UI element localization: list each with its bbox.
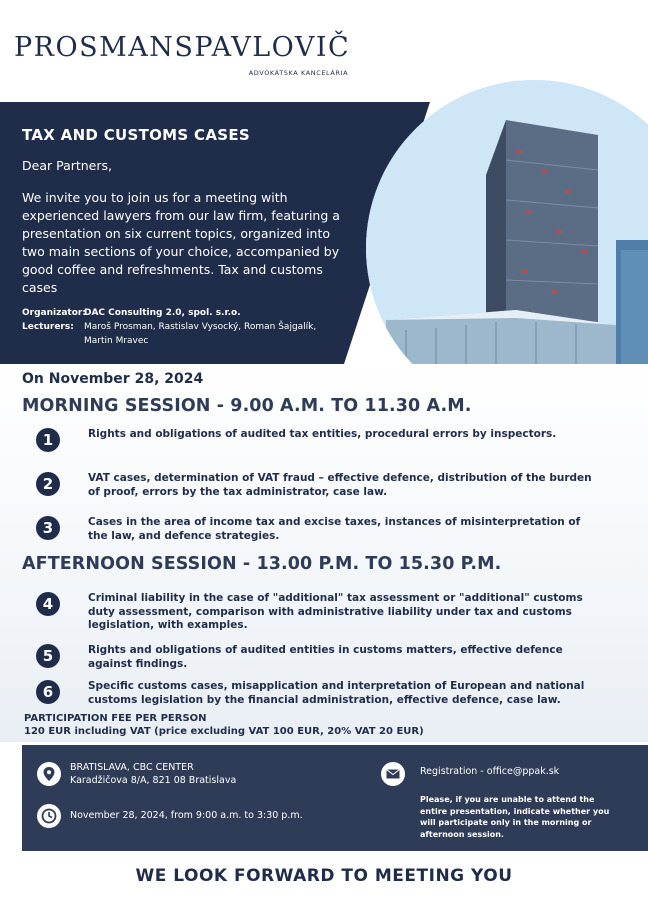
topic-number: 2 xyxy=(36,472,60,496)
topic-text: Rights and obligations of audited entities in customs matters, effective defence against findings. xyxy=(88,644,563,670)
organizer-label: Organizator: xyxy=(22,308,86,318)
lecturers-row xyxy=(22,320,342,348)
topic-item xyxy=(36,592,616,633)
envelope-icon xyxy=(381,762,405,786)
topic-number: 3 xyxy=(36,516,60,540)
topic-text: Criminal liability in the case of "additional" tax assessment or "additional" customs duty assessment, comparison with administrative liability under tax and customs legislation, with examples. xyxy=(88,592,583,631)
clock-icon xyxy=(37,804,61,828)
intro-meta xyxy=(22,306,342,348)
topic-text: Cases in the area of income tax and excise taxes, instances of misinterpretation of the law, and defence strategies. xyxy=(88,516,581,542)
organizer-row xyxy=(22,306,342,320)
topic-item xyxy=(36,472,616,499)
topic-number: 4 xyxy=(36,592,60,616)
venue-street: Karadžičova 8/A, 821 08 Bratislava xyxy=(70,774,237,786)
lecturers-label: Lecturers: xyxy=(22,322,74,332)
topic-text: Specific customs cases, misapplication and interpretation of European and national customs legislation by the financial administration, effective defence, case law. xyxy=(88,680,585,706)
attendance-note: Please, if you are unable to attend the entire presentation, indicate whether you will participate only in the morning or afternoon session. xyxy=(420,795,610,839)
event-date: On November 28, 2024 xyxy=(22,371,204,387)
location-pin-icon xyxy=(37,762,61,786)
intro-body: We invite you to join us for a meeting with experienced lawyers from our law firm, featuring a presentation on six current topics, organized into two main sections of your choice, accompanied by good coffee and refreshments. Tax and customs cases xyxy=(22,190,340,295)
morning-session-heading: MORNING SESSION - 9.00 A.M. TO 11.30 A.M. xyxy=(22,396,472,416)
logo-subtitle: ADVOKÁTSKA KANCELÁRIA xyxy=(248,69,349,77)
topic-text: Rights and obligations of audited tax entities, procedural errors by inspectors. xyxy=(88,428,557,440)
intro-title: TAX AND CUSTOMS CASES xyxy=(22,126,250,144)
topic-text: VAT cases, determination of VAT fraud – effective defence, distribution of the burden of proof, errors by the tax administrator, case law. xyxy=(88,472,592,498)
topic-number: 5 xyxy=(36,644,60,668)
topic-number: 6 xyxy=(36,680,60,704)
firm-logo xyxy=(14,32,351,77)
registration-email[interactable]: Registration - office@ppak.sk xyxy=(420,766,560,777)
lecturers-value: Maroš Prosman, Rastislav Vysocký, Roman Šajgalík, Martin Mravec xyxy=(84,322,317,346)
venue-name: BRATISLAVA, CBC CENTER xyxy=(70,762,194,773)
fee-value: 120 EUR including VAT (price excluding VAT 100 EUR, 20% VAT 20 EUR) xyxy=(24,726,424,737)
topic-item xyxy=(36,680,616,707)
topic-item xyxy=(36,516,616,543)
venue-address xyxy=(70,762,236,787)
fee-title: PARTICIPATION FEE PER PERSON xyxy=(24,713,207,724)
info-panel xyxy=(22,745,648,851)
intro-greeting: Dear Partners, xyxy=(22,158,113,173)
organizer-value: DAC Consulting 2.0, spol. s.r.o. xyxy=(84,308,241,318)
topic-item xyxy=(36,644,616,671)
afternoon-session-heading: AFTERNOON SESSION - 13.00 P.M. TO 15.30 P.M. xyxy=(22,554,502,574)
closing-message: WE LOOK FORWARD TO MEETING YOU xyxy=(135,866,513,886)
topic-item xyxy=(36,428,616,452)
topic-number: 1 xyxy=(36,428,60,452)
logo-wordmark: PROSMANSPAVLOVIČ xyxy=(14,32,351,63)
event-time: November 28, 2024, from 9:00 a.m. to 3:30 p.m. xyxy=(70,810,303,821)
